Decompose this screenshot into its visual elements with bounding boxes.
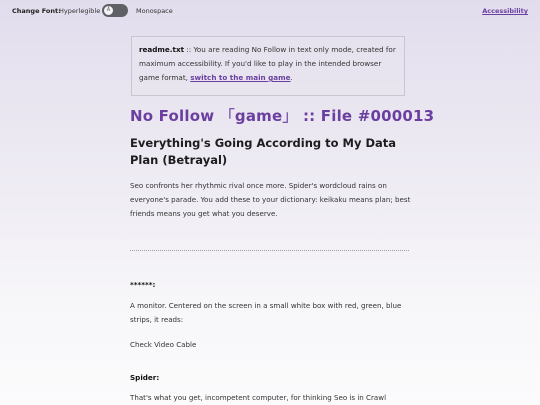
narration-paragraph: Check Video Cable bbox=[130, 340, 197, 349]
toggle-knob[interactable]: Â bbox=[104, 6, 113, 15]
game-title: No Follow 「game」 :: File #000013 bbox=[130, 107, 435, 125]
font-toggle-switch[interactable] bbox=[102, 4, 128, 17]
readme-text-end: . bbox=[290, 73, 293, 82]
readme-notice bbox=[131, 36, 405, 96]
speaker-name: ******: bbox=[130, 280, 156, 289]
section-divider bbox=[130, 250, 409, 251]
accessibility-link[interactable]: Accessibility bbox=[482, 7, 528, 15]
narration-paragraph: A monitor. Centered on the screen in a small white box with red, green, blue strips, it reads: bbox=[130, 301, 402, 325]
font-option-monospace[interactable]: Monospace bbox=[136, 7, 173, 15]
switch-to-main-game-link[interactable]: switch to the main game bbox=[190, 73, 291, 82]
intro-paragraph: Seo confronts her rhythmic rival once more. Spider's wordcloud rains on everyone's parade. You add these to your dictionary: keikaku means plan; best friends means you get what you deserve. bbox=[130, 181, 411, 219]
top-bar bbox=[0, 0, 540, 22]
readme-text: :: You are reading No Follow in text only mode, created for maximum accessibility. If you'd like to play in the intended browser game format, bbox=[139, 45, 396, 82]
change-font-label: Change Font: bbox=[12, 7, 61, 15]
readme-filename: readme.txt bbox=[139, 45, 185, 54]
page-heading: Everything's Going According to My Data Plan (Betrayal) bbox=[130, 136, 397, 167]
font-option-hyperlegible[interactable]: Hyperlegible bbox=[59, 7, 101, 15]
dialogue-paragraph: That's what you get, incompetent computer, for thinking Seo is in Crawl bbox=[130, 393, 387, 402]
speaker-name: Spider: bbox=[130, 373, 160, 382]
